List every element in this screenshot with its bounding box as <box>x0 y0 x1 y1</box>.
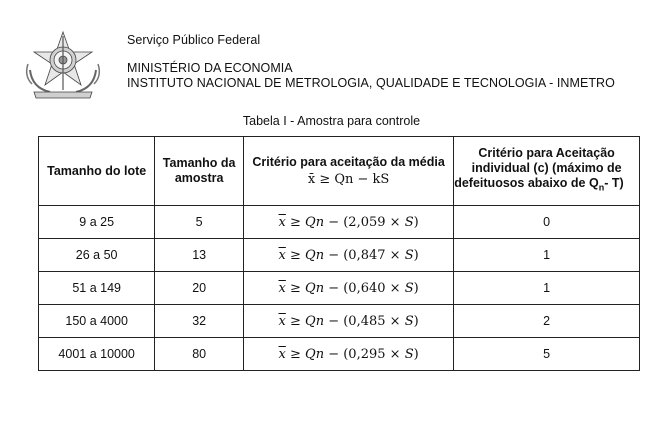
cell-k-value: 2,059 <box>348 214 386 230</box>
table-header-row <box>39 137 640 206</box>
table-title: Tabela I - Amostra para controle <box>242 114 421 128</box>
cell-lot-size: 150 a 4000 <box>39 305 155 338</box>
cell-mean-formula: $\overline{x} \ge Qn - (0,640 \times S)$ <box>243 272 453 305</box>
header-individual-criterion-suffix: - T) <box>604 176 624 191</box>
control-sample-table <box>38 136 640 371</box>
cell-sample-size: 80 <box>155 338 244 371</box>
cell-sample-size: 5 <box>155 206 244 239</box>
header-sample-size: Tamanho da amostra <box>155 137 244 206</box>
header-institute-line: INSTITUTO NACIONAL DE METROLOGIA, QUALIDADE E TECNOLOGIA - INMETRO <box>127 76 615 90</box>
header-mean-formula: x̄ ≥ Qn − kS <box>307 172 390 187</box>
cell-k-value: 0,295 <box>348 346 386 362</box>
cell-k-value: 0,847 <box>348 247 386 263</box>
table-row <box>39 239 640 272</box>
cell-lot-size: 4001 a 10000 <box>39 338 155 371</box>
cell-lot-size: 51 a 149 <box>39 272 155 305</box>
header-individual-criterion <box>454 137 640 206</box>
cell-mean-formula: $\overline{x} \ge Qn - (0,295 \times S)$ <box>243 338 453 371</box>
document-header <box>127 33 615 92</box>
header-mean-criterion-label: Critério para aceitação da média <box>252 155 445 169</box>
cell-lot-size: 9 a 25 <box>39 206 155 239</box>
cell-max-defective: 0 <box>454 206 640 239</box>
header-mean-criterion <box>243 137 453 206</box>
cell-sample-size: 32 <box>155 305 244 338</box>
header-lot-size: Tamanho do lote <box>39 137 155 206</box>
cell-lot-size: 26 a 50 <box>39 239 155 272</box>
cell-k-value: 0,485 <box>348 313 386 329</box>
table-row <box>39 272 640 305</box>
header-ministry-line: MINISTÉRIO DA ECONOMIA <box>127 60 293 75</box>
brazil-coat-of-arms-icon <box>20 30 106 100</box>
cell-max-defective: 2 <box>454 305 640 338</box>
table-row <box>39 305 640 338</box>
cell-max-defective: 5 <box>454 338 640 371</box>
cell-mean-formula: $\overline{x} \ge Qn - (0,847 \times S)$ <box>243 239 453 272</box>
table-row <box>39 338 640 371</box>
header-service-line: Serviço Público Federal <box>127 33 261 47</box>
header-individual-criterion-label: Critério para Aceitação individual (c) (máximo de defeituosos abaixo de Q <box>454 146 622 191</box>
cell-max-defective: 1 <box>454 239 640 272</box>
table-row <box>39 206 640 239</box>
cell-sample-size: 13 <box>155 239 244 272</box>
cell-max-defective: 1 <box>454 272 640 305</box>
cell-mean-formula: $\overline{x} \ge Qn - (2,059 \times S)$ <box>243 206 453 239</box>
header-individual-criterion-subscript: n <box>598 182 605 193</box>
cell-sample-size: 20 <box>155 272 244 305</box>
cell-k-value: 0,640 <box>348 280 386 296</box>
cell-mean-formula: $\overline{x} \ge Qn - (0,485 \times S)$ <box>243 305 453 338</box>
